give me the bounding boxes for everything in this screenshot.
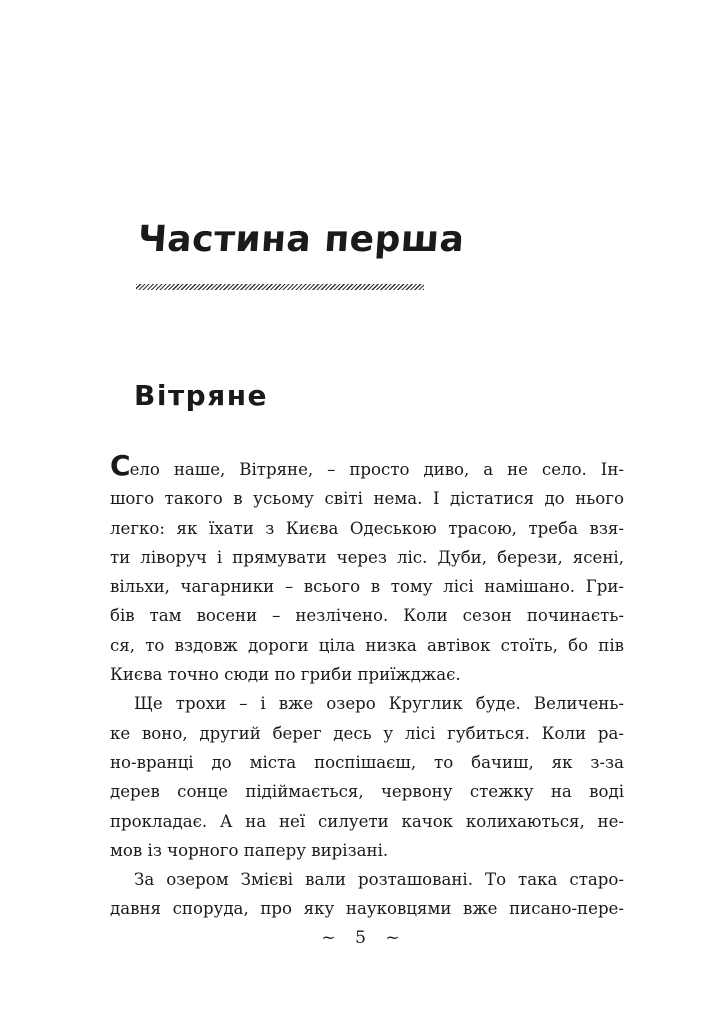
text-line: Києва точно сюди по гриби приїжджає. — [110, 665, 461, 685]
drop-cap: С — [110, 449, 130, 482]
text-line: ке воно, другий берег десь у лісі губиться. Коли ра- — [110, 723, 624, 743]
part-title: Частина перша — [136, 219, 466, 260]
page-footer — [0, 928, 721, 948]
ornament-left: ~ — [321, 928, 336, 948]
ornament-right: ~ — [385, 928, 400, 948]
text-line: но-вранці до міста поспішаєш, то бачиш, як з-за — [110, 752, 624, 772]
text-line: давня споруда, про яку науковцями вже писано-пере- — [110, 899, 624, 919]
text-line: шого такого в усьому світі нема. І дістатися до нього — [110, 489, 624, 509]
text-line: ти ліворуч і прямувати через ліс. Дуби, берези, ясені, — [110, 547, 624, 567]
text-line: бів там восени – незлічено. Коли сезон починаєть- — [110, 606, 624, 626]
title-hatched-rule — [136, 284, 424, 290]
body-text — [110, 449, 624, 924]
text-line: прокладає. А на неї силуети качок колихаються, не- — [110, 811, 624, 831]
text-line: мов із чорного паперу вирізані. — [110, 840, 389, 860]
text-line: дерев сонце підіймається, червону стежку на воді — [110, 782, 624, 802]
text-line: ело наше, Вітряне, – просто диво, а не село. Ін- — [129, 460, 624, 479]
paragraph-1-line-1 — [110, 449, 624, 484]
text-line: ся, то вздовж дороги ціла низка автівок стоїть, бо пів — [110, 635, 624, 655]
page-number: 5 — [355, 928, 366, 948]
text-line: легко: як їхати з Києва Одеською трасою, треба взя- — [110, 518, 624, 538]
chapter-title: Вітряне — [134, 379, 269, 412]
text-line: вільхи, чагарники – всього в тому лісі намішано. Гри- — [110, 577, 624, 597]
paragraph-2-line-1: Ще трохи – і вже озеро Круглик буде. Величень- — [134, 694, 624, 714]
paragraph-3-line-1: За озером Змієві вали розташовані. То така старо- — [134, 870, 624, 890]
